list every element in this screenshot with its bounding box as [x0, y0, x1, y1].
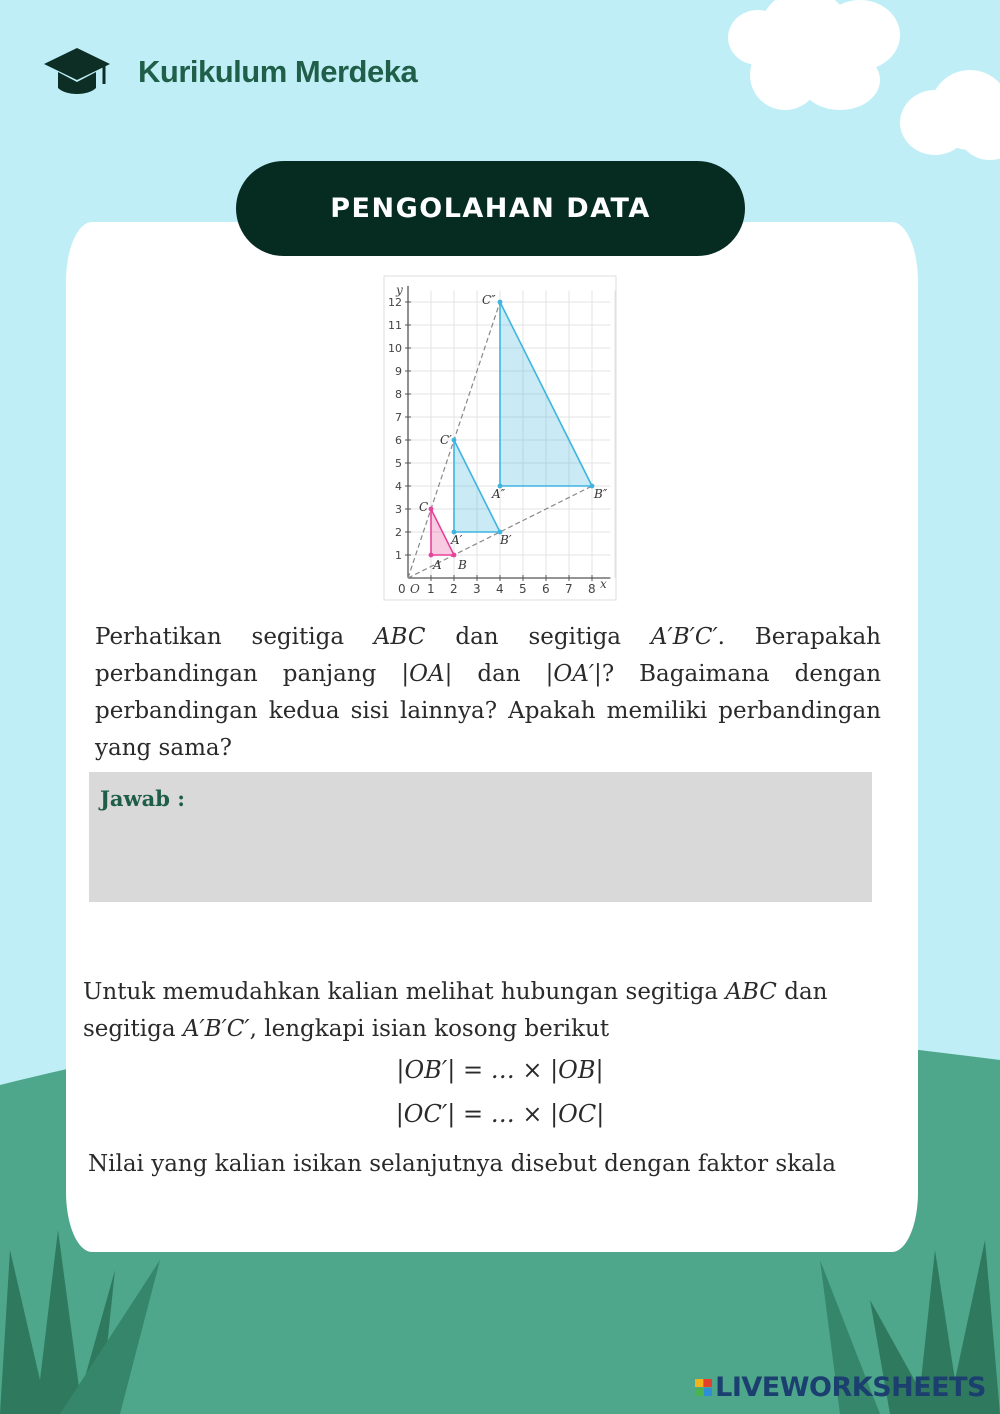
question-segment: ? Bagaimana dengan perbandingan kedua sisi lainnya? Apakah memiliki perbandingan yang sama? [95, 661, 882, 761]
y-tick-label: 5 [395, 457, 402, 470]
math-oa: |OA| [401, 661, 453, 687]
vertex-point [498, 300, 503, 305]
vertex-point [429, 507, 434, 512]
question-text [95, 619, 881, 767]
coordinate-chart [380, 274, 620, 604]
vertex-label: C′ [440, 433, 452, 447]
x-tick-label: 8 [588, 582, 596, 596]
math-oa-prime: |OA′| [545, 661, 602, 687]
math-abc-prime: A′B′C′ [182, 1016, 250, 1042]
y-tick-label: 7 [395, 411, 402, 424]
equation-oc [0, 1100, 1000, 1128]
header [44, 44, 417, 100]
instruction-segment: dan segitiga [83, 979, 828, 1042]
x-tick-label: 6 [542, 582, 550, 596]
x-tick-label: 7 [565, 582, 573, 596]
y-tick-label: 4 [395, 480, 402, 493]
vertex-point [452, 553, 457, 558]
equation-ob [0, 1056, 1000, 1084]
watermark-text: LIVEWORKSHEETS [715, 1372, 986, 1403]
closing-text: Nilai yang kalian isikan selanjutnya disebut dengan faktor skala [88, 1151, 836, 1177]
y-tick-label: 2 [395, 526, 402, 539]
question-segment: Perhatikan segitiga [95, 624, 374, 650]
instruction-segment: Untuk memudahkan kalian melihat hubungan segitiga [83, 979, 726, 1005]
vertex-label: A [433, 558, 442, 572]
y-tick-label: 6 [395, 434, 402, 447]
y-tick-label: 12 [388, 296, 402, 309]
x-tick-label: 1 [427, 582, 435, 596]
brand-name: Kurikulum Merdeka [138, 54, 418, 89]
vertex-point [429, 553, 434, 558]
instruction-text [83, 974, 893, 1048]
y-tick-label: 11 [388, 319, 402, 332]
x-tick-label: 0 [398, 582, 406, 596]
x-axis-label: x [600, 577, 607, 591]
liveworksheets-icon [695, 1379, 712, 1396]
y-tick-label: 9 [395, 365, 402, 378]
y-tick-label: 8 [395, 388, 402, 401]
y-axis-label: y [396, 283, 403, 297]
instruction-segment: , lengkapi isian kosong berikut [249, 1016, 610, 1042]
vertex-label: C″ [482, 293, 496, 307]
vertex-label: A″ [492, 487, 506, 501]
vertex-label: B′ [500, 533, 512, 547]
vertex-label: B″ [594, 487, 608, 501]
page-title: PENGOLAHAN DATA [236, 161, 745, 256]
vertex-label: A′ [451, 533, 463, 547]
math-abc-prime: A′B′C′ [650, 624, 718, 650]
question-segment: dan [452, 661, 546, 687]
y-tick-label: 3 [395, 503, 402, 516]
vertex-label: B [458, 558, 467, 572]
x-tick-label: 3 [473, 582, 481, 596]
x-tick-label: 2 [450, 582, 458, 596]
math-abc: ABC [725, 979, 777, 1005]
y-tick-label: 10 [388, 342, 402, 355]
graduation-cap-icon [44, 44, 110, 100]
equation-text: |OB′| = … × |OB| [396, 1056, 604, 1084]
answer-label: Jawab : [100, 786, 185, 811]
vertex-point [452, 438, 457, 443]
equation-text: |OC′| = … × |OC| [395, 1100, 605, 1128]
question-segment: dan segitiga [425, 624, 651, 650]
vertex-label: C [419, 500, 429, 514]
x-tick-label: 4 [496, 582, 504, 596]
question-segment: . Berapakah perbandingan panjang [95, 624, 881, 687]
math-abc: ABC [373, 624, 426, 650]
y-tick-label: 1 [395, 549, 402, 562]
x-tick-label: 5 [519, 582, 527, 596]
origin-label: O [410, 582, 420, 596]
liveworksheets-logo [695, 1372, 986, 1403]
answer-box[interactable] [89, 772, 872, 902]
